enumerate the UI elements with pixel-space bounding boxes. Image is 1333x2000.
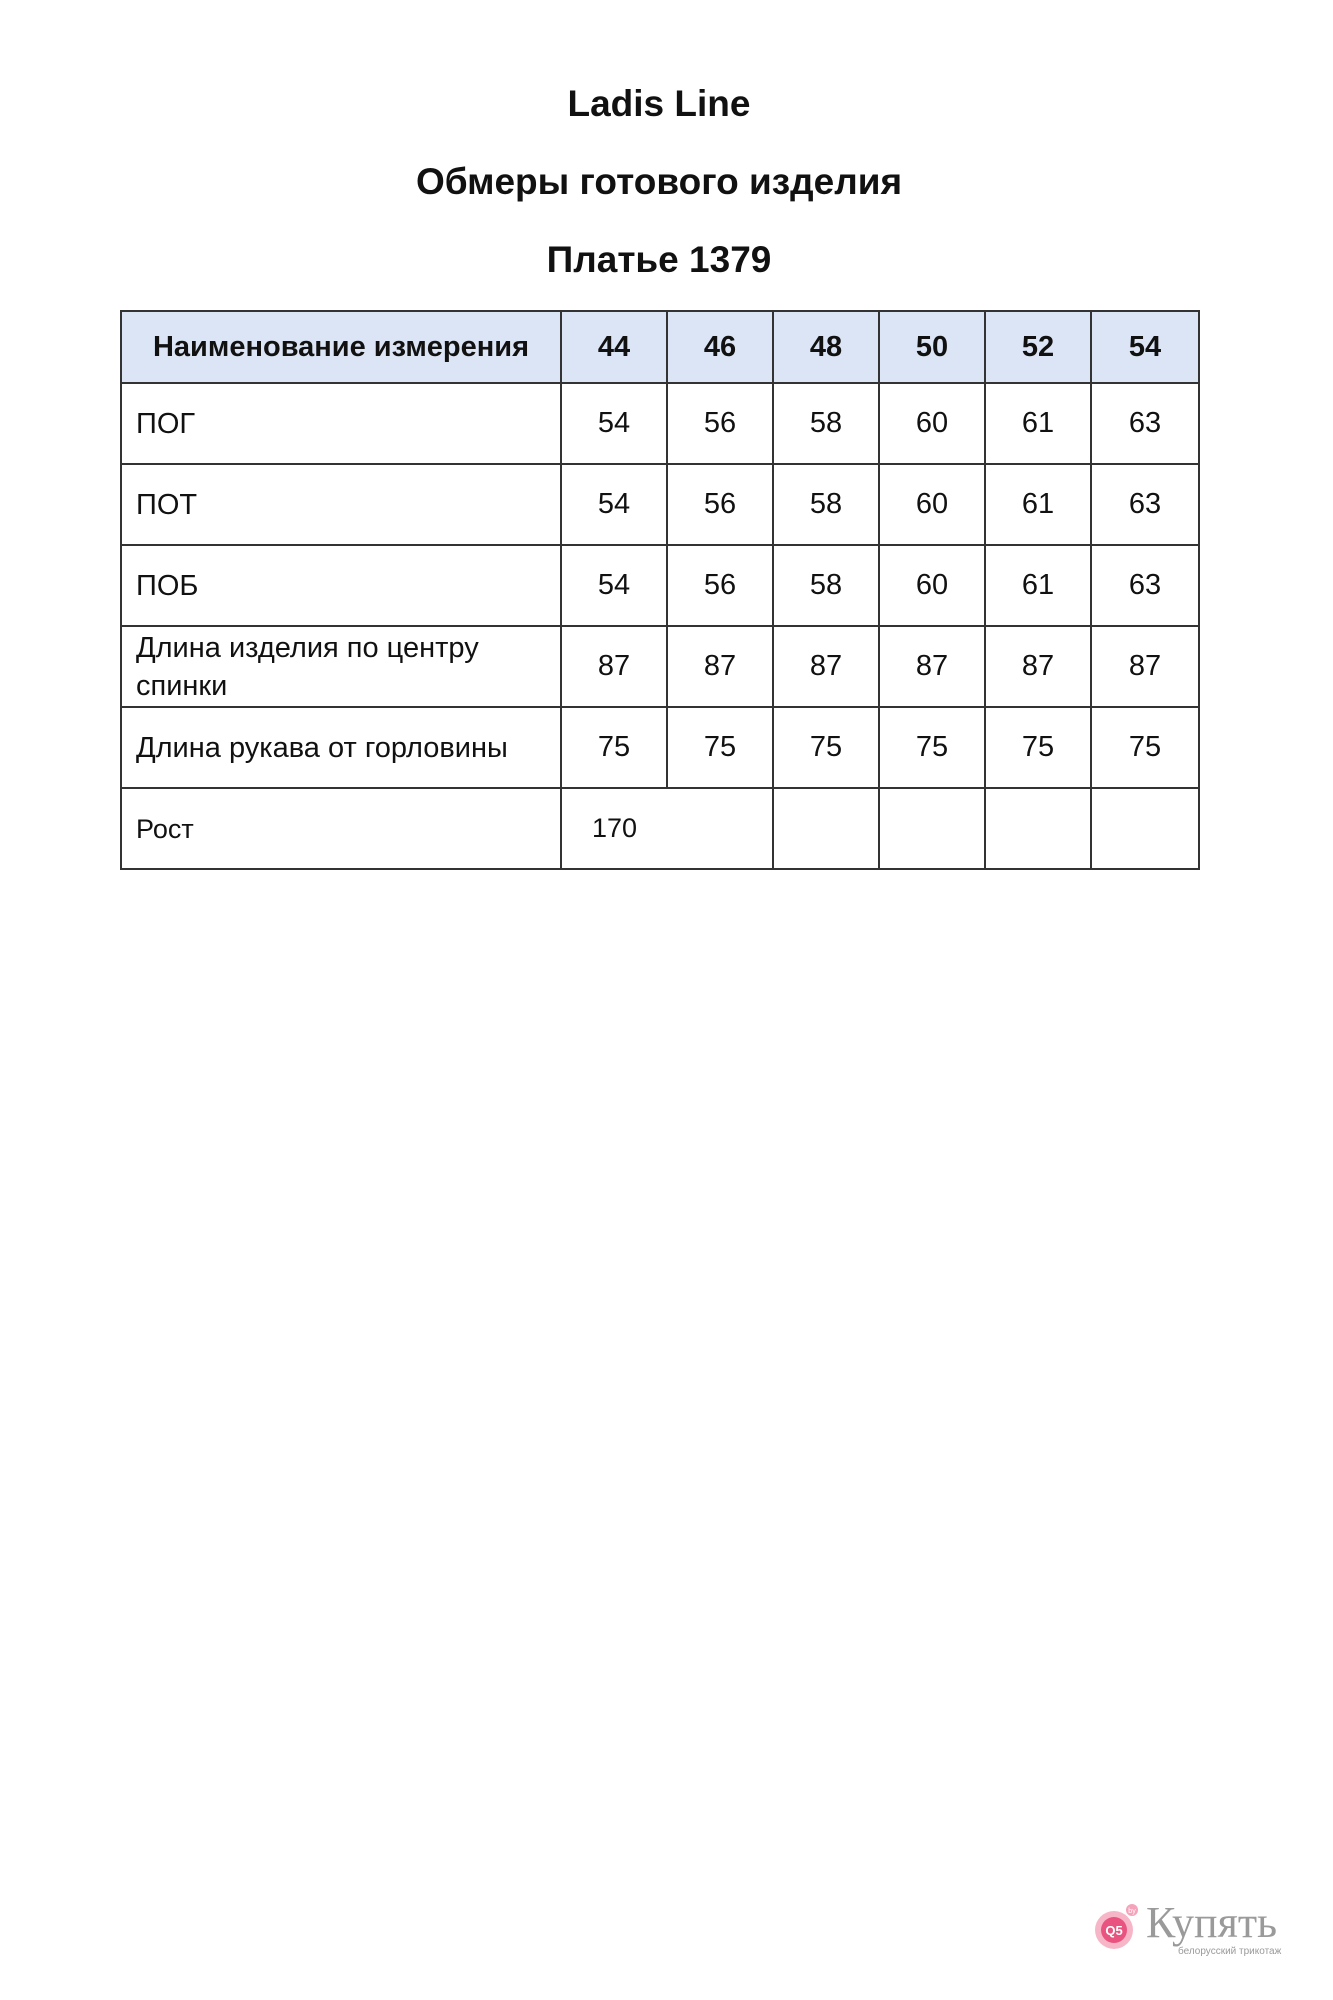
measurement-value: 63 <box>1091 383 1199 464</box>
size-header: 52 <box>985 311 1091 383</box>
size-header: 48 <box>773 311 879 383</box>
measurement-value: 75 <box>773 707 879 788</box>
measurement-value: 61 <box>985 464 1091 545</box>
table-row-height <box>121 788 1199 869</box>
measurement-label: Длина изделия по центру спинки <box>121 626 561 707</box>
logo-badge-text: Q5 <box>1105 1923 1123 1938</box>
measurement-label: ПОБ <box>121 545 561 626</box>
logo-wordmark: Купять <box>1146 1898 1278 1947</box>
measurement-value: 56 <box>667 545 773 626</box>
brand-title: Ladis Line <box>567 83 751 124</box>
measurement-value: 58 <box>773 383 879 464</box>
measurement-value: 87 <box>985 626 1091 707</box>
watermark-logo <box>1092 1894 1292 1964</box>
empty-cell <box>985 788 1091 869</box>
measurement-label: Длина рукава от горловины <box>121 707 561 788</box>
measurement-value: 87 <box>667 626 773 707</box>
measurement-value: 54 <box>561 383 667 464</box>
measurement-value: 87 <box>1091 626 1199 707</box>
measurement-table <box>120 310 1200 870</box>
measurement-value: 56 <box>667 383 773 464</box>
measurement-value: 54 <box>561 464 667 545</box>
measurement-label: ПОГ <box>121 383 561 464</box>
logo-badge-icon <box>1092 1902 1142 1952</box>
size-header: 50 <box>879 311 985 383</box>
table-row <box>121 545 1199 626</box>
measurement-value: 58 <box>773 464 879 545</box>
measurement-value: 87 <box>879 626 985 707</box>
size-header: 54 <box>1091 311 1199 383</box>
table-row <box>121 383 1199 464</box>
logo-tagline: белорусский трикотаж <box>1178 1946 1282 1957</box>
measurement-value: 75 <box>667 707 773 788</box>
table-header-row <box>121 311 1199 383</box>
measurement-value: 75 <box>1091 707 1199 788</box>
table-row <box>121 464 1199 545</box>
empty-cell <box>773 788 879 869</box>
empty-cell <box>879 788 985 869</box>
measurement-value: 58 <box>773 545 879 626</box>
size-header: 46 <box>667 311 773 383</box>
table-row <box>121 626 1199 707</box>
measurement-value: 54 <box>561 545 667 626</box>
measurement-value: 87 <box>561 626 667 707</box>
measurement-value: 61 <box>985 545 1091 626</box>
measurement-name-header: Наименование измерения <box>121 311 561 383</box>
product-title: Платье 1379 <box>546 239 772 280</box>
document-subtitle: Обмеры готового изделия <box>415 161 903 202</box>
measurement-value: 75 <box>561 707 667 788</box>
measurement-value: 75 <box>985 707 1091 788</box>
size-header: 44 <box>561 311 667 383</box>
measurement-label: ПОТ <box>121 464 561 545</box>
height-label: Рост <box>121 788 561 869</box>
measurement-value: 61 <box>985 383 1091 464</box>
measurement-value: 56 <box>667 464 773 545</box>
measurement-value: 60 <box>879 545 985 626</box>
measurement-value: 63 <box>1091 464 1199 545</box>
logo-domain-text: by <box>1128 1908 1136 1915</box>
measurement-value: 87 <box>773 626 879 707</box>
measurement-value: 63 <box>1091 545 1199 626</box>
table-row <box>121 707 1199 788</box>
measurement-value: 60 <box>879 383 985 464</box>
measurement-value: 60 <box>879 464 985 545</box>
height-value: 170 <box>561 788 773 869</box>
measurement-value: 75 <box>879 707 985 788</box>
empty-cell <box>1091 788 1199 869</box>
